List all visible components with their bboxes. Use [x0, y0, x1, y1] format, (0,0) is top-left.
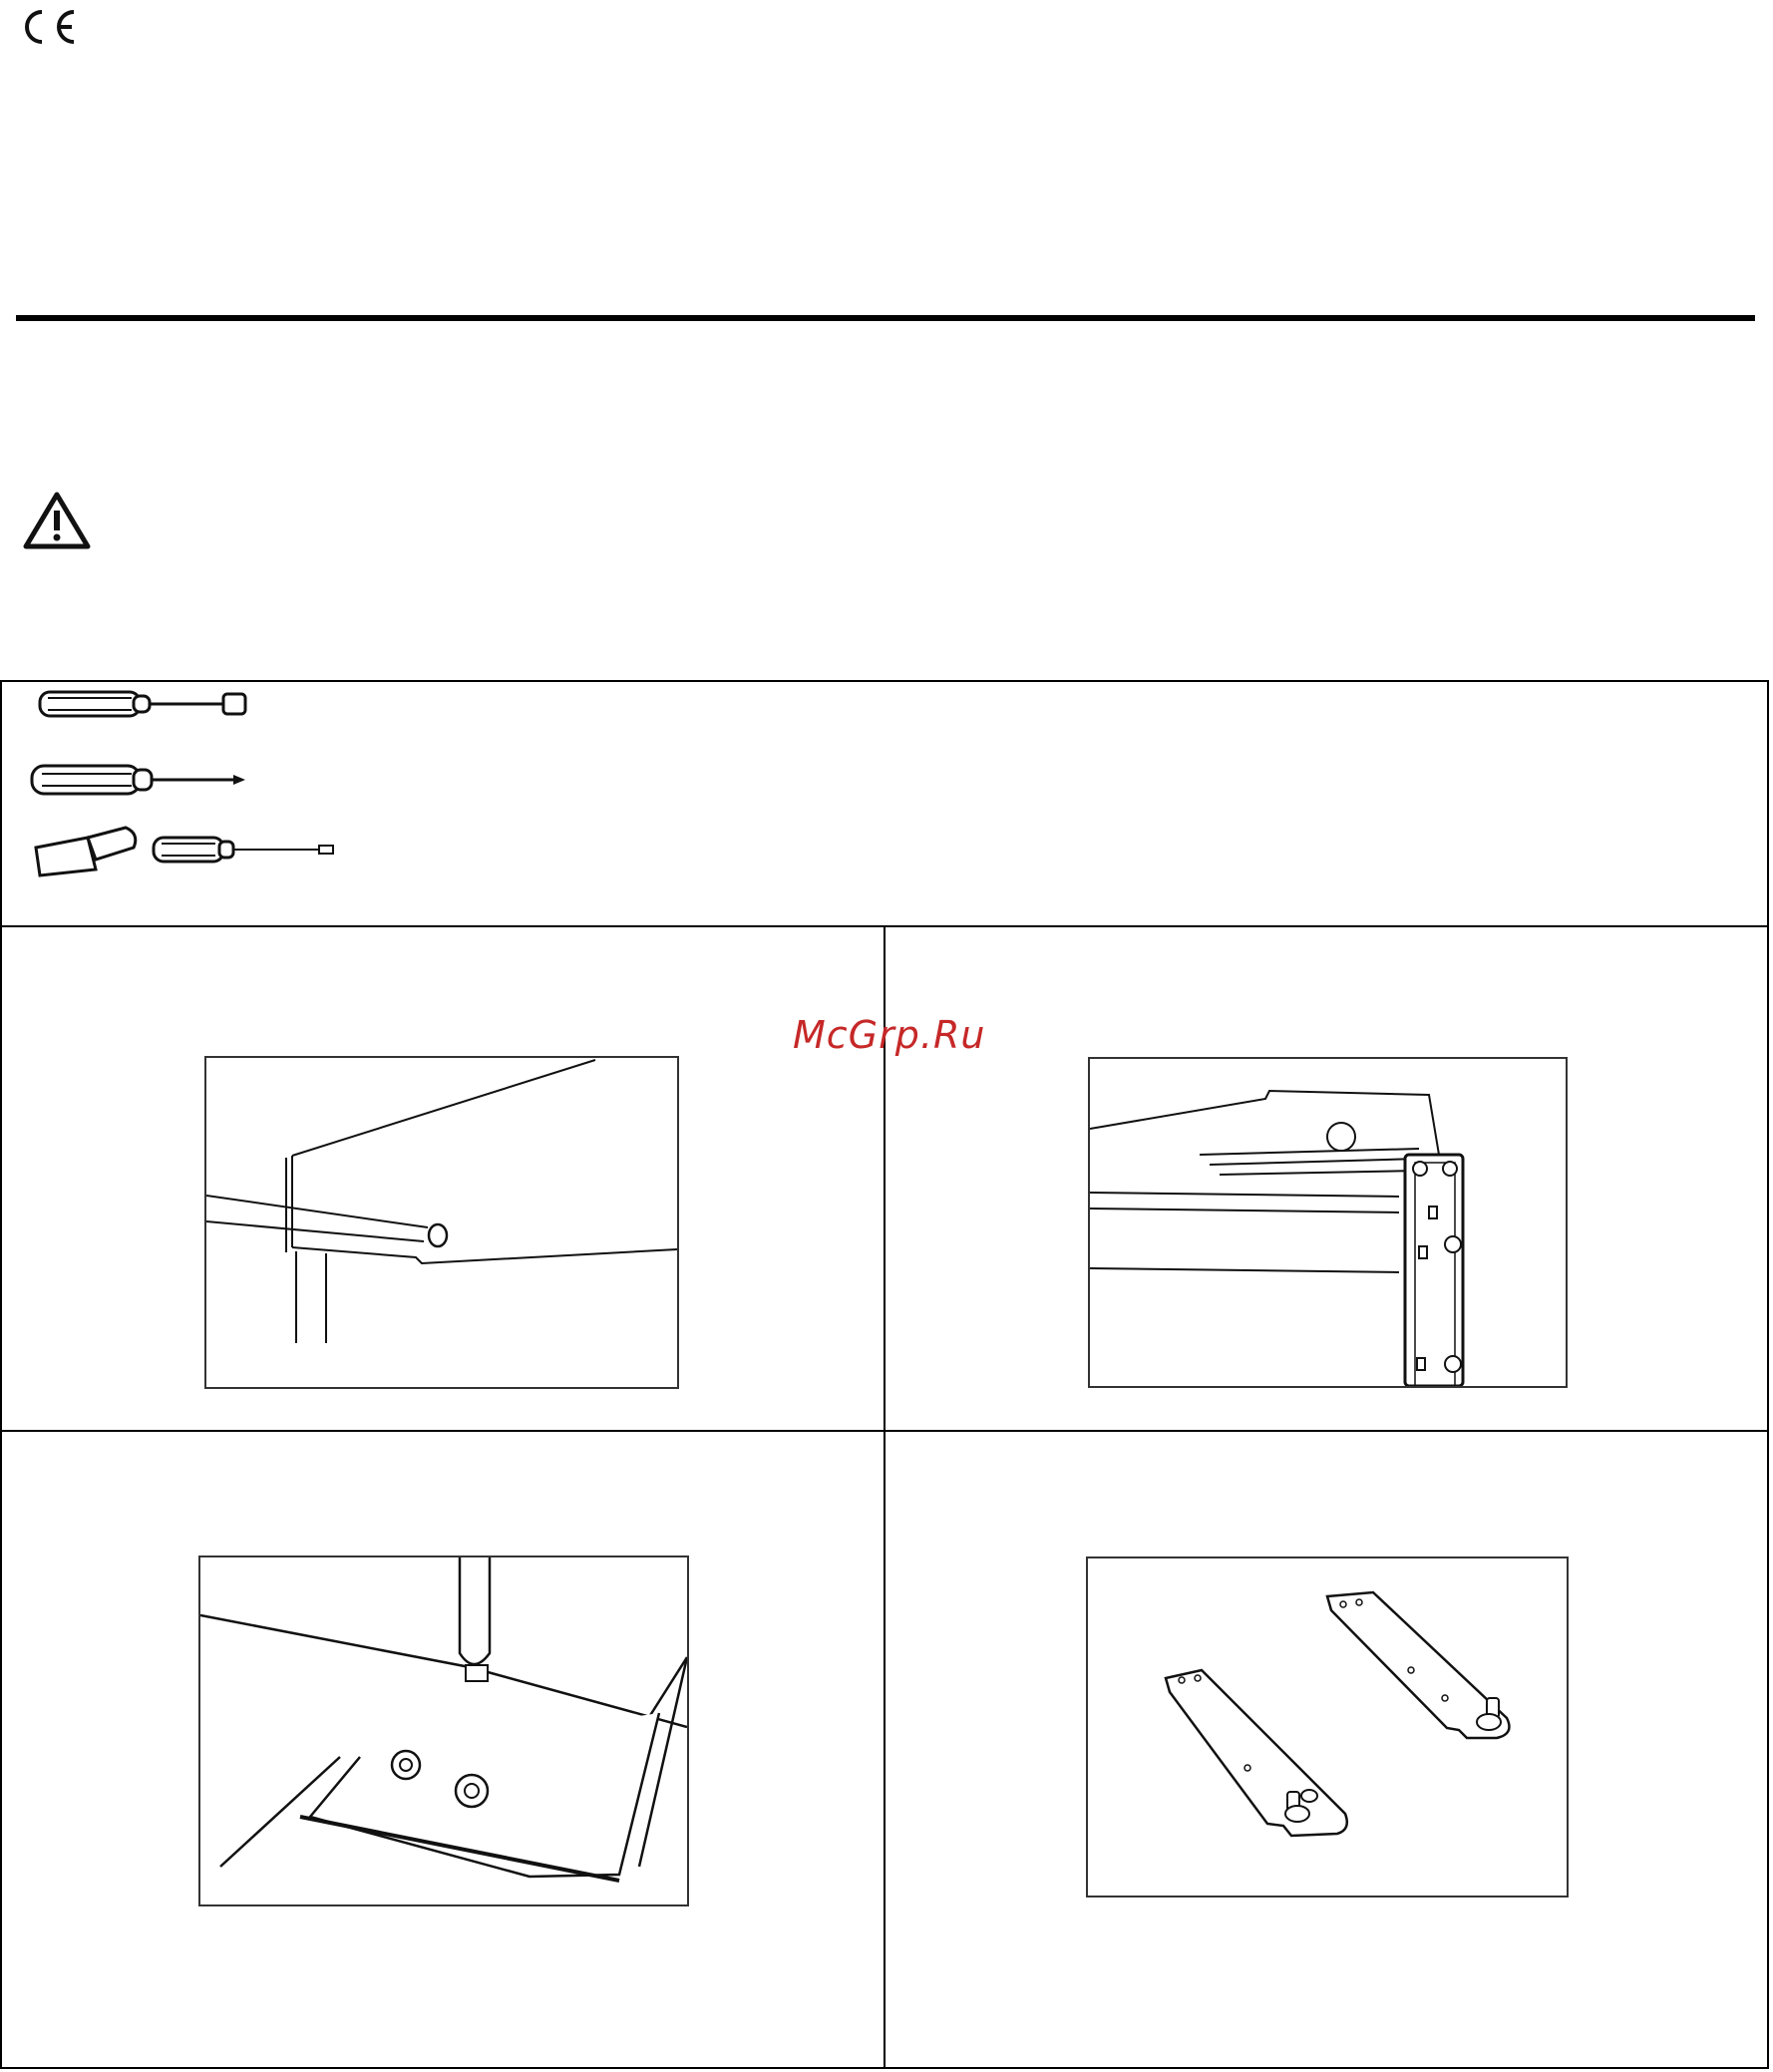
figure-top-hinge: [1088, 1057, 1568, 1388]
putty-knife-icon: [30, 820, 140, 879]
figure-remove-cover-screw: [204, 1056, 679, 1389]
grid-vertical-divider: [884, 925, 886, 2069]
watermark: McGrp.Ru: [793, 1013, 986, 1057]
ce-mark: [16, 6, 82, 48]
socket-screwdriver-icon: [34, 686, 253, 722]
figure-hinge-parts: [1086, 1556, 1569, 1898]
section-divider: [16, 315, 1755, 321]
warning-triangle-icon: [22, 491, 92, 550]
phillips-screwdriver-icon: [28, 760, 257, 800]
grid-horizontal-divider: [0, 1430, 1769, 1432]
figure-unscrew-hinge: [198, 1555, 689, 1906]
tools-panel: [0, 680, 1769, 927]
flat-screwdriver-icon: [150, 832, 339, 867]
